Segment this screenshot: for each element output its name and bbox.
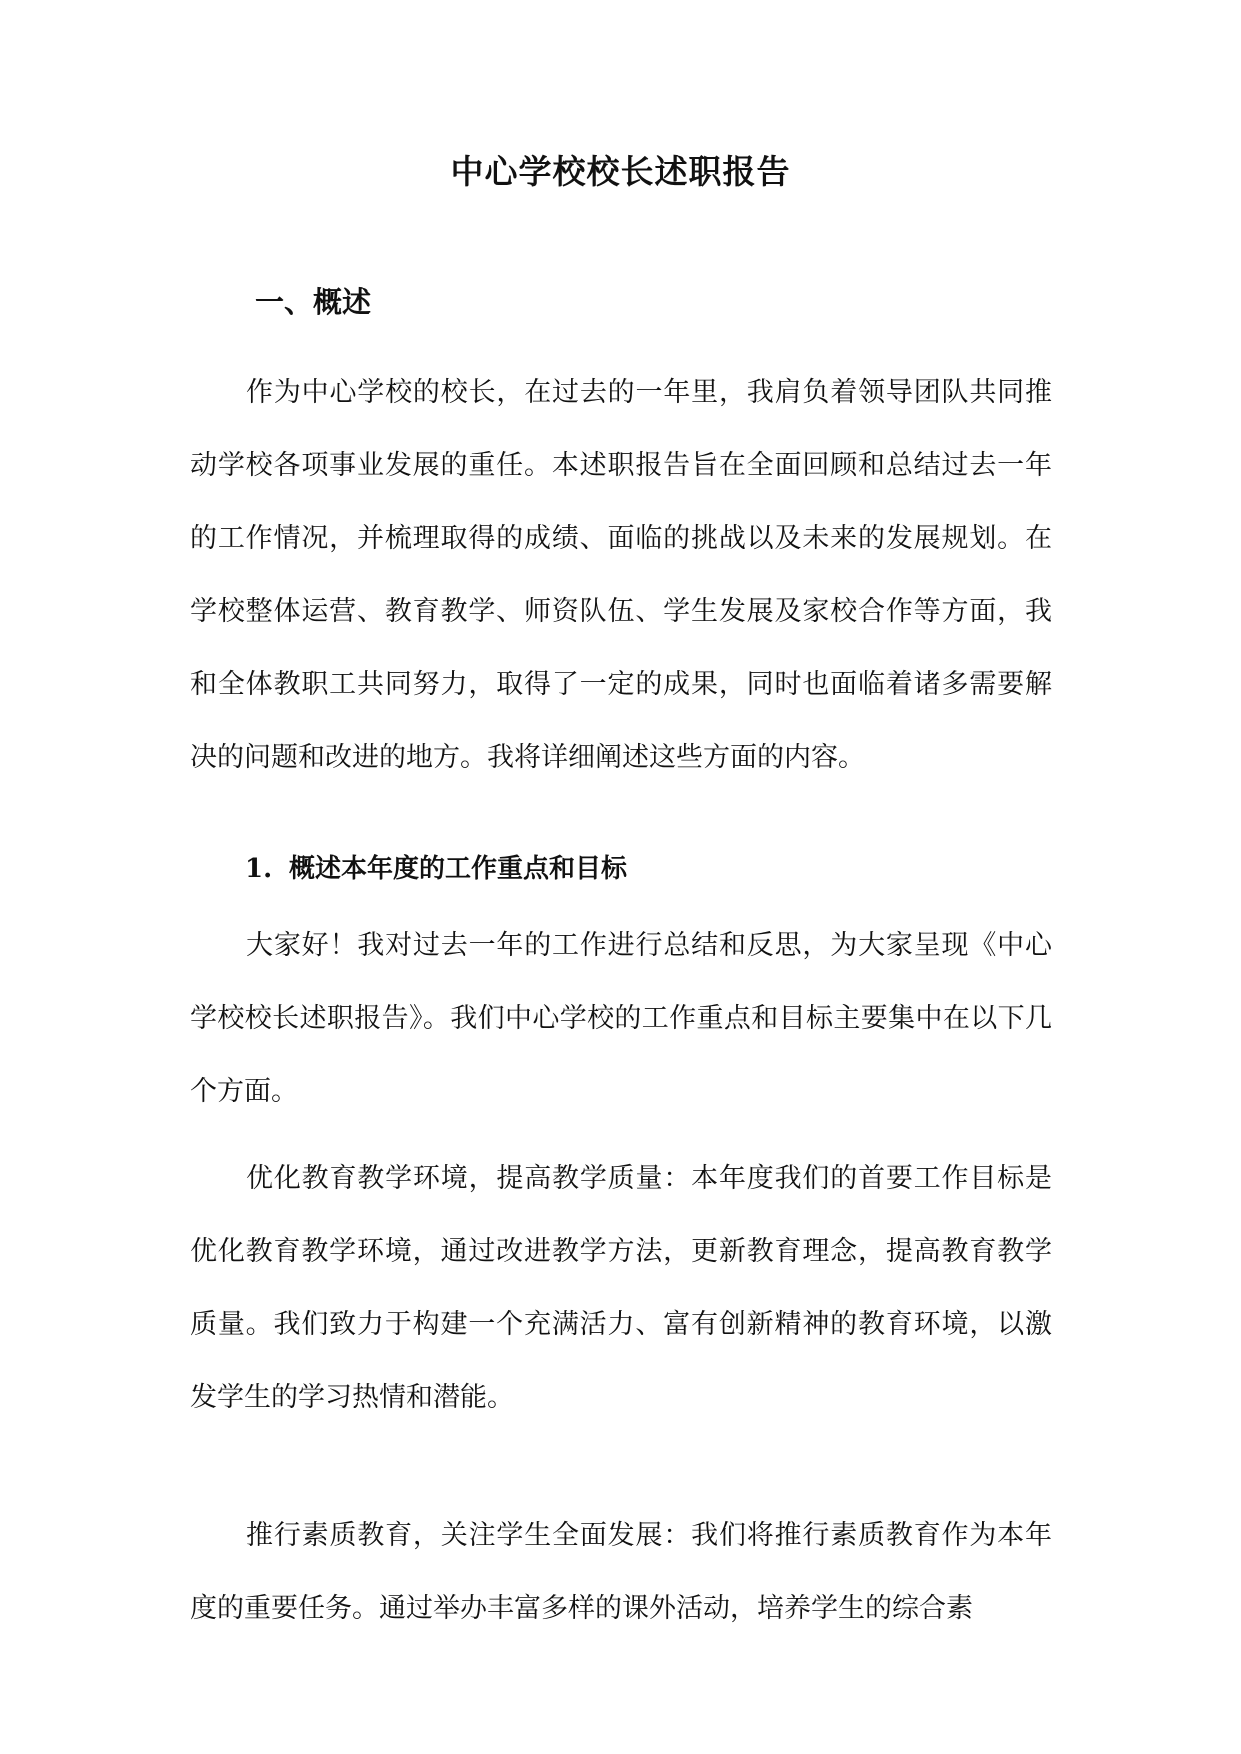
section-heading-overview: 一、概述 <box>255 285 372 319</box>
paragraph-quality-education: 推行素质教育，关注学生全面发展：我们将推行素质教育作为本年度的重要任务。通过举办丰富多样的课外活动，培养学生的综合素 <box>190 1520 1052 1624</box>
document-title: 中心学校校长述职报告 <box>450 152 791 191</box>
paragraph-intro: 大家好！我对过去一年的工作进行总结和反思，为大家呈现《中心学校校长述职报告》。我们中心学校的工作重点和目标主要集中在以下几个方面。 <box>190 930 1052 1107</box>
subsection-heading-text: 概述本年度的工作重点和目标 <box>289 854 628 884</box>
paragraph-overview: 作为中心学校的校长，在过去的一年里，我肩负着领导团队共同推动学校各项事业发展的重任。本述职报告旨在全面回顾和总结过去一年的工作情况，并梳理取得的成绩、面临的挑战以及未来的发展规划。在学校整体运营、教育教学、师资队伍、学生发展及家校合作等方面，我和全体教职工共同努力，取得了一定的成果，同时也面临着诸多需要解决的问题和改进的地方。我将详细阐述这些方面的内容。 <box>190 377 1052 773</box>
subsection-number: 1. <box>245 854 273 884</box>
paragraph-teaching-environment: 优化教育教学环境，提高教学质量：本年度我们的首要工作目标是优化教育教学环境，通过改进教学方法，更新教育理念，提高教育教学质量。我们致力于构建一个充满活力、富有创新精神的教育环境，以激发学生的学习热情和潜能。 <box>190 1163 1052 1413</box>
subsection-heading-work-focus <box>245 849 627 889</box>
